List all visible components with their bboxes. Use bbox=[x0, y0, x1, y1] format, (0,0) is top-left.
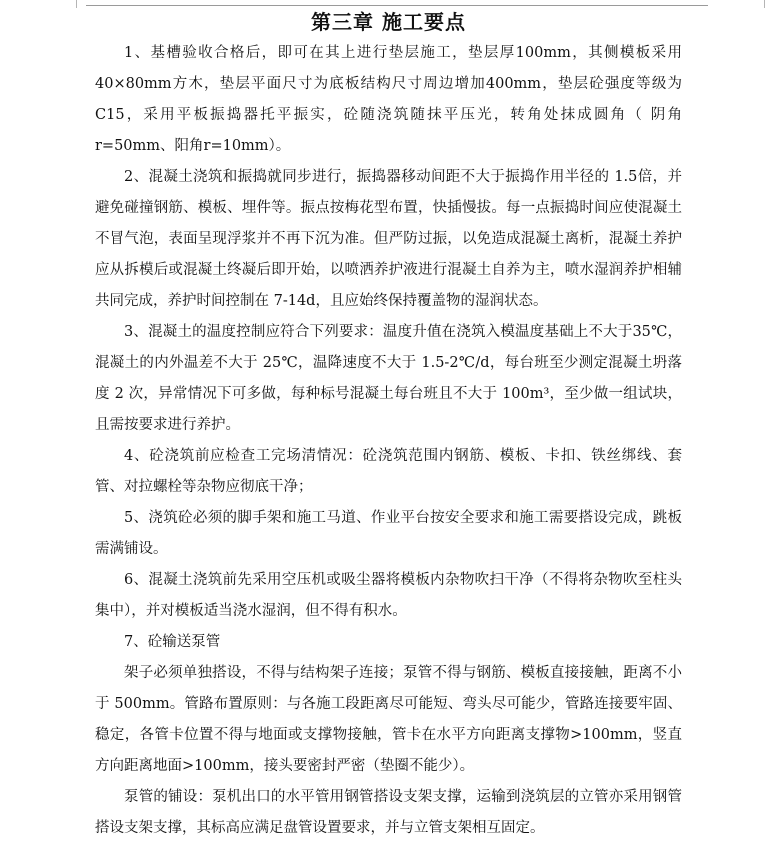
chapter-title: 第三章 施工要点 bbox=[311, 10, 466, 34]
paragraph-pipe-erection: 架子必须单独搭设，不得与结构架子连接；泵管不得与钢筋、模板直接接触，距离不小于 500mm。管路布置原则：与各施工段距离尽可能短、弯头尽可能少，管路连接要牢固、稳定，各管卡位置不得与地面或支撑物接触，管卡在水平方向距离支撑物>100mm，竖直方向距离地面>100mm，接头要密封严密（垫圈不能少）。 bbox=[95, 665, 682, 774]
document-page bbox=[95, 6, 682, 836]
paragraph-7-heading: 7、砼输送泵管 bbox=[124, 634, 221, 650]
crop-mark-left bbox=[76, 0, 77, 8]
paragraph-3: 3、混凝土的温度控制应符合下列要求：温度升值在浇筑入模温度基础上不大于35℃，混凝土的内外温差不大于 25℃，温降速度不大于 1.5-2℃/d，每台班至少测定混凝土坍落度 2 次，异常情况下可多做，每种标号混凝土每台班且不大于 100m³，至少做一组试块，且需按要求进行养护。 bbox=[95, 324, 682, 433]
paragraph-1: 1、基槽验收合格后，即可在其上进行垫层施工，垫层厚100mm，其侧模板采用40×80mm方木，垫层平面尺寸为底板结构尺寸周边增加400mm，垫层砼强度等级为C15，采用平板振捣器托平振实，砼随浇筑随抹平压光，转角处抹成圆角（ 阴角r=50mm、阳角r=10mm）。 bbox=[95, 45, 682, 154]
paragraph-2: 2、混凝土浇筑和振捣就同步进行，振捣器移动间距不大于振捣作用半径的 1.5倍，并避免碰撞钢筋、模板、埋件等。振点按梅花型布置，快插慢拔。每一点振捣时间应使混凝土不冒气泡，表面呈现浮浆并不再下沉为准。但严防过振，以免造成混凝土离析，混凝土养护应从拆模后或混凝土终凝后即开始，以喷洒养护液进行混凝土自养为主，喷水湿润养护相辅共同完成，养护时间控制在 7-14d，且应始终保持覆盖物的湿润状态。 bbox=[95, 169, 682, 309]
paragraph-pipe-laying: 泵管的铺设：泵机出口的水平管用钢管搭设支架支撑，运输到浇筑层的立管亦采用钢管搭设支架支撑，其标高应满足盘管设置要求，并与立管支架相互固定。 bbox=[95, 789, 682, 836]
crop-mark-right bbox=[764, 0, 765, 8]
paragraph-6: 6、混凝土浇筑前先采用空压机或吸尘器将模板内杂物吹扫干净（不得将杂物吹至柱头集中），并对模板适当浇水湿润，但不得有积水。 bbox=[95, 572, 682, 619]
paragraph-4: 4、砼浇筑前应检查工完场清情况：砼浇筑范围内钢筋、模板、卡扣、铁丝绑线、套管、对拉螺栓等杂物应彻底干净； bbox=[95, 448, 682, 495]
paragraph-5: 5、浇筑砼必须的脚手架和施工马道、作业平台按安全要求和施工需要搭设完成，跳板需满铺设。 bbox=[95, 510, 682, 557]
